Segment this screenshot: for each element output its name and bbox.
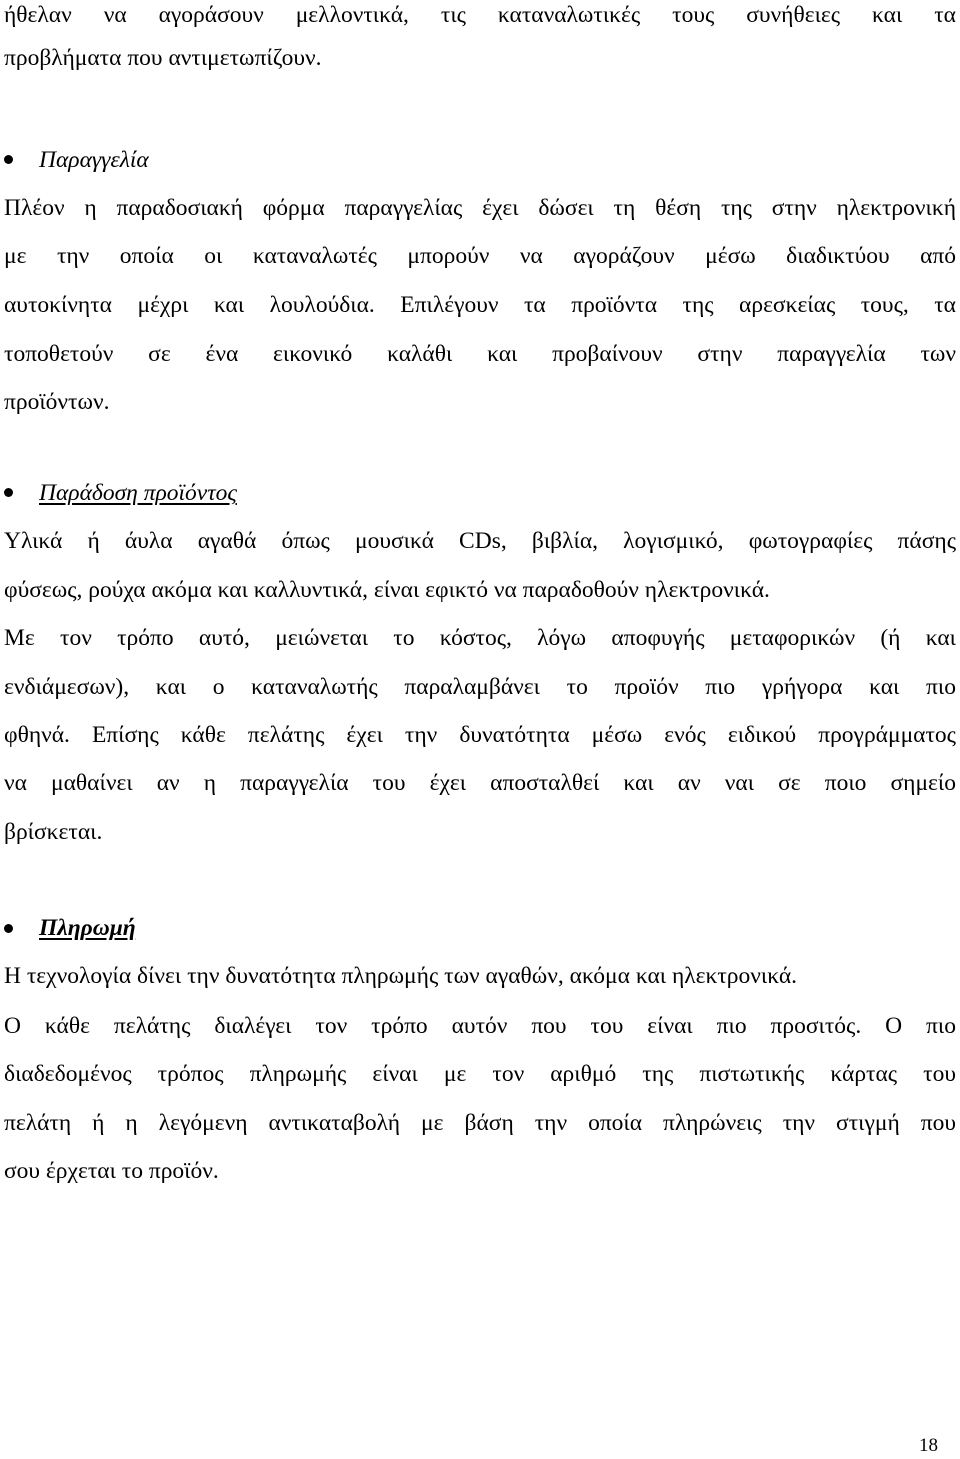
paragraph-line: Η τεχνολογία δίνει την δυνατότητα πληρωμής των αγαθών, ακόμα και ηλεκτρονικά. [4,963,798,989]
paragraph-line: διαδεδομένος τρόπος πληρωμής είναι με τον αριθμό της πιστωτικής κάρτας του [4,1061,956,1087]
paragraph-line: Υλικά ή άυλα αγαθά όπως μουσικά CDs, βιβλία, λογισμικό, φωτογραφίες πάσης [4,528,956,554]
paragraph-line: προϊόντων. [4,389,110,415]
paragraph-line: ενδιάμεσων), και ο καταναλωτής παραλαμβάνει το προϊόν πιο γρήγορα και πιο [4,674,956,700]
bullet-icon [4,488,13,497]
paragraph-line: αυτοκίνητα μέχρι και λουλούδια. Επιλέγουν τα προϊόντα της αρεσκείας τους, τα [4,292,956,318]
paragraph-line: Πλέον η παραδοσιακή φόρμα παραγγελίας έχει δώσει τη θέση της στην ηλεκτρονική [4,195,956,221]
paragraph-line: Ο κάθε πελάτης διαλέγει τον τρόπο αυτόν που του είναι πιο προσιτός. Ο πιο [4,1013,956,1039]
paragraph-line: πελάτη ή η λεγόμενη αντικαταβολή με βάση την οποία πληρώνεις την στιγμή που [4,1110,956,1136]
paragraph-line: Με τον τρόπο αυτό, μειώνεται το κόστος, λόγω αποφυγής μεταφορικών (ή και [4,625,956,651]
bullet-icon [4,155,13,164]
page-number: 18 [919,1435,938,1456]
paragraph-line: σου έρχεται το προϊόν. [4,1158,219,1184]
paragraph-line: βρίσκεται. [4,819,103,845]
paragraph-line: να μαθαίνει αν η παραγγελία του έχει αποσταλθεί και αν ναι σε ποιο σημείο [4,770,956,796]
section-heading-payment: Πληρωμή [39,915,136,941]
section-heading-delivery: Παράδοση προϊόντος [39,480,237,506]
bullet-icon [4,924,13,933]
section-heading-order: Παραγγελία [39,147,149,173]
paragraph-line: με την οποία οι καταναλωτές μπορούν να αγοράζουν μέσω διαδικτύου από [4,243,956,269]
paragraph-line: ήθελαν να αγοράσουν μελλοντικά, τις καταναλωτικές τους συνήθειες και τα [4,2,956,28]
paragraph-line: προβλήματα που αντιμετωπίζουν. [4,45,322,71]
paragraph-line: φύσεως, ρούχα ακόμα και καλλυντικά, είναι εφικτό να παραδοθούν ηλεκτρονικά. [4,577,770,603]
paragraph-line: φθηνά. Επίσης κάθε πελάτης έχει την δυνατότητα μέσω ενός ειδικού προγράμματος [4,722,956,748]
paragraph-line: τοποθετούν σε ένα εικονικό καλάθι και προβαίνουν στην παραγγελία των [4,341,956,367]
